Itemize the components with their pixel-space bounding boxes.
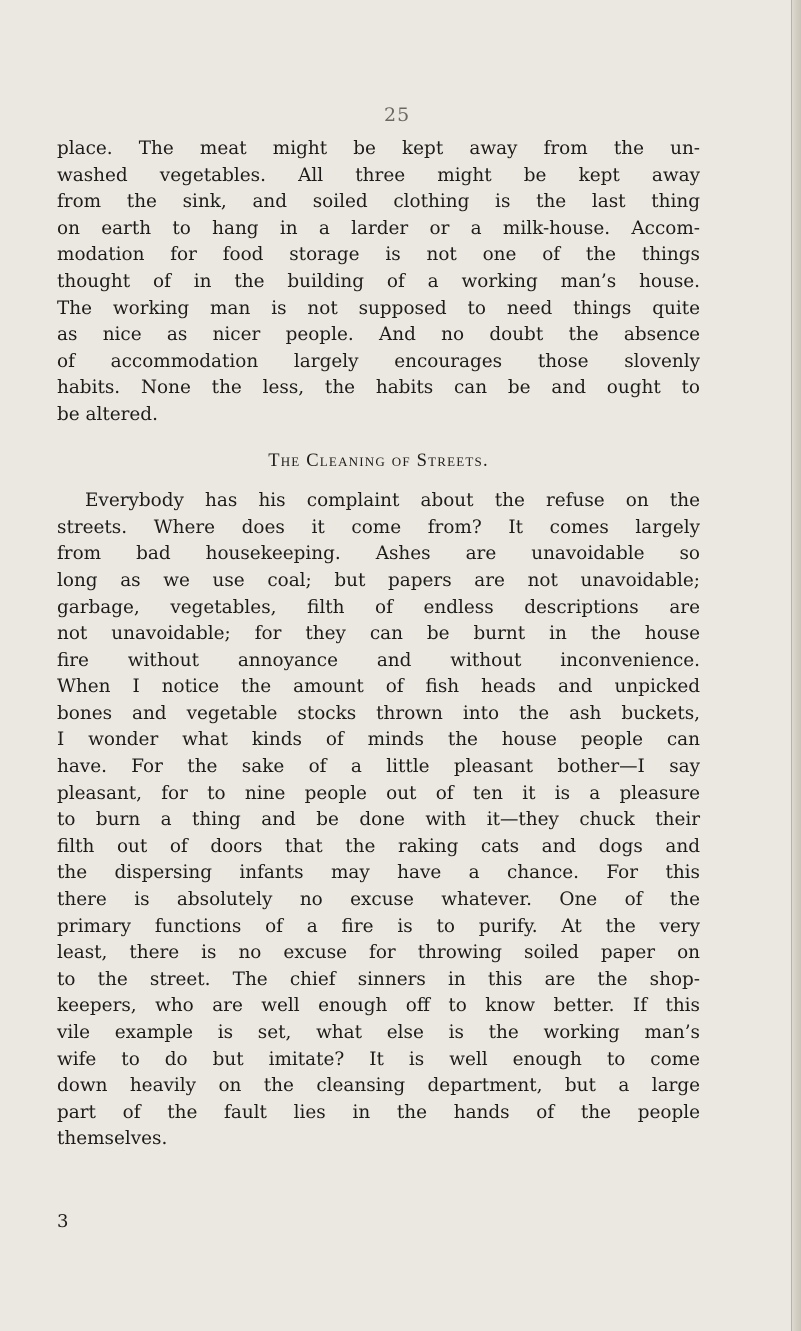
text-line: I wonder what kinds of minds the house people can <box>57 729 700 751</box>
text-line: wife to do but imitate? It is well enough to come <box>57 1048 700 1070</box>
text-line: fire without annoyance and without inconvenience. <box>57 649 700 671</box>
text-line: filth out of doors that the raking cats and dogs and <box>57 835 700 857</box>
text-line: down heavily on the cleansing department, but a large <box>57 1075 700 1097</box>
text-line: from the sink, and soiled clothing is the last thing <box>57 191 700 213</box>
text-line: themselves. <box>57 1128 168 1150</box>
text-line: keepers, who are well enough off to know better. If this <box>57 995 700 1017</box>
text-line: part of the fault lies in the hands of the people <box>57 1101 700 1123</box>
text-line: from bad housekeeping. Ashes are unavoidable so <box>57 543 700 565</box>
text-line: primary functions of a fire is to purify. At the very <box>57 915 700 937</box>
signature-mark: 3 <box>57 1211 69 1232</box>
text-line: vile example is set, what else is the working man’s <box>57 1022 700 1043</box>
text-line: the dispersing infants may have a chance. For this <box>57 862 700 884</box>
text-line: washed vegetables. All three might be kept away <box>57 164 700 186</box>
page-number: 25 <box>384 104 411 126</box>
text-line: streets. Where does it come from? It comes largely <box>57 516 700 538</box>
text-line: as nice as nicer people. And no doubt the absence <box>57 324 700 346</box>
text-line: modation for food storage is not one of the things <box>57 244 700 266</box>
text-line: to the street. The chief sinners in this are the shop- <box>57 968 700 990</box>
page-edge <box>791 0 801 1331</box>
text-line: to burn a thing and be done with it—they chuck their <box>57 809 700 831</box>
text-line: there is absolutely no excuse whatever. One of the <box>57 889 700 911</box>
text-line: not unavoidable; for they can be burnt in the house <box>57 623 700 645</box>
body-text <box>57 136 700 1153</box>
paragraph-1 <box>57 136 700 429</box>
text-line: long as we use coal; but papers are not unavoidable; <box>57 569 700 591</box>
text-line: place. The meat might be kept away from the un- <box>57 138 700 159</box>
text-line: of accommodation largely encourages those slovenly <box>57 350 700 372</box>
text-line: habits. None the less, the habits can be and ought to <box>57 377 700 399</box>
text-line: thought of in the building of a working man’s house. <box>57 270 700 292</box>
text-line: garbage, vegetables, filth of endless descriptions are <box>57 596 700 618</box>
text-line: When I notice the amount of fish heads and unpicked <box>57 676 700 698</box>
text-line: pleasant, for to nine people out of ten it is a pleasure <box>57 782 700 804</box>
paragraph-2 <box>57 488 700 1153</box>
text-line: Everybody has his complaint about the refuse on the <box>85 490 700 512</box>
section-heading: The Cleaning of Streets. <box>268 450 489 471</box>
text-line: on earth to hang in a larder or a milk-house. Accom- <box>57 217 700 239</box>
text-line: be altered. <box>57 403 158 425</box>
text-line: least, there is no excuse for throwing soiled paper on <box>57 942 700 964</box>
text-line: have. For the sake of a little pleasant bother—I say <box>57 756 700 778</box>
text-line: The working man is not supposed to need things quite <box>57 297 700 319</box>
text-line: bones and vegetable stocks thrown into the ash buckets, <box>57 702 700 724</box>
